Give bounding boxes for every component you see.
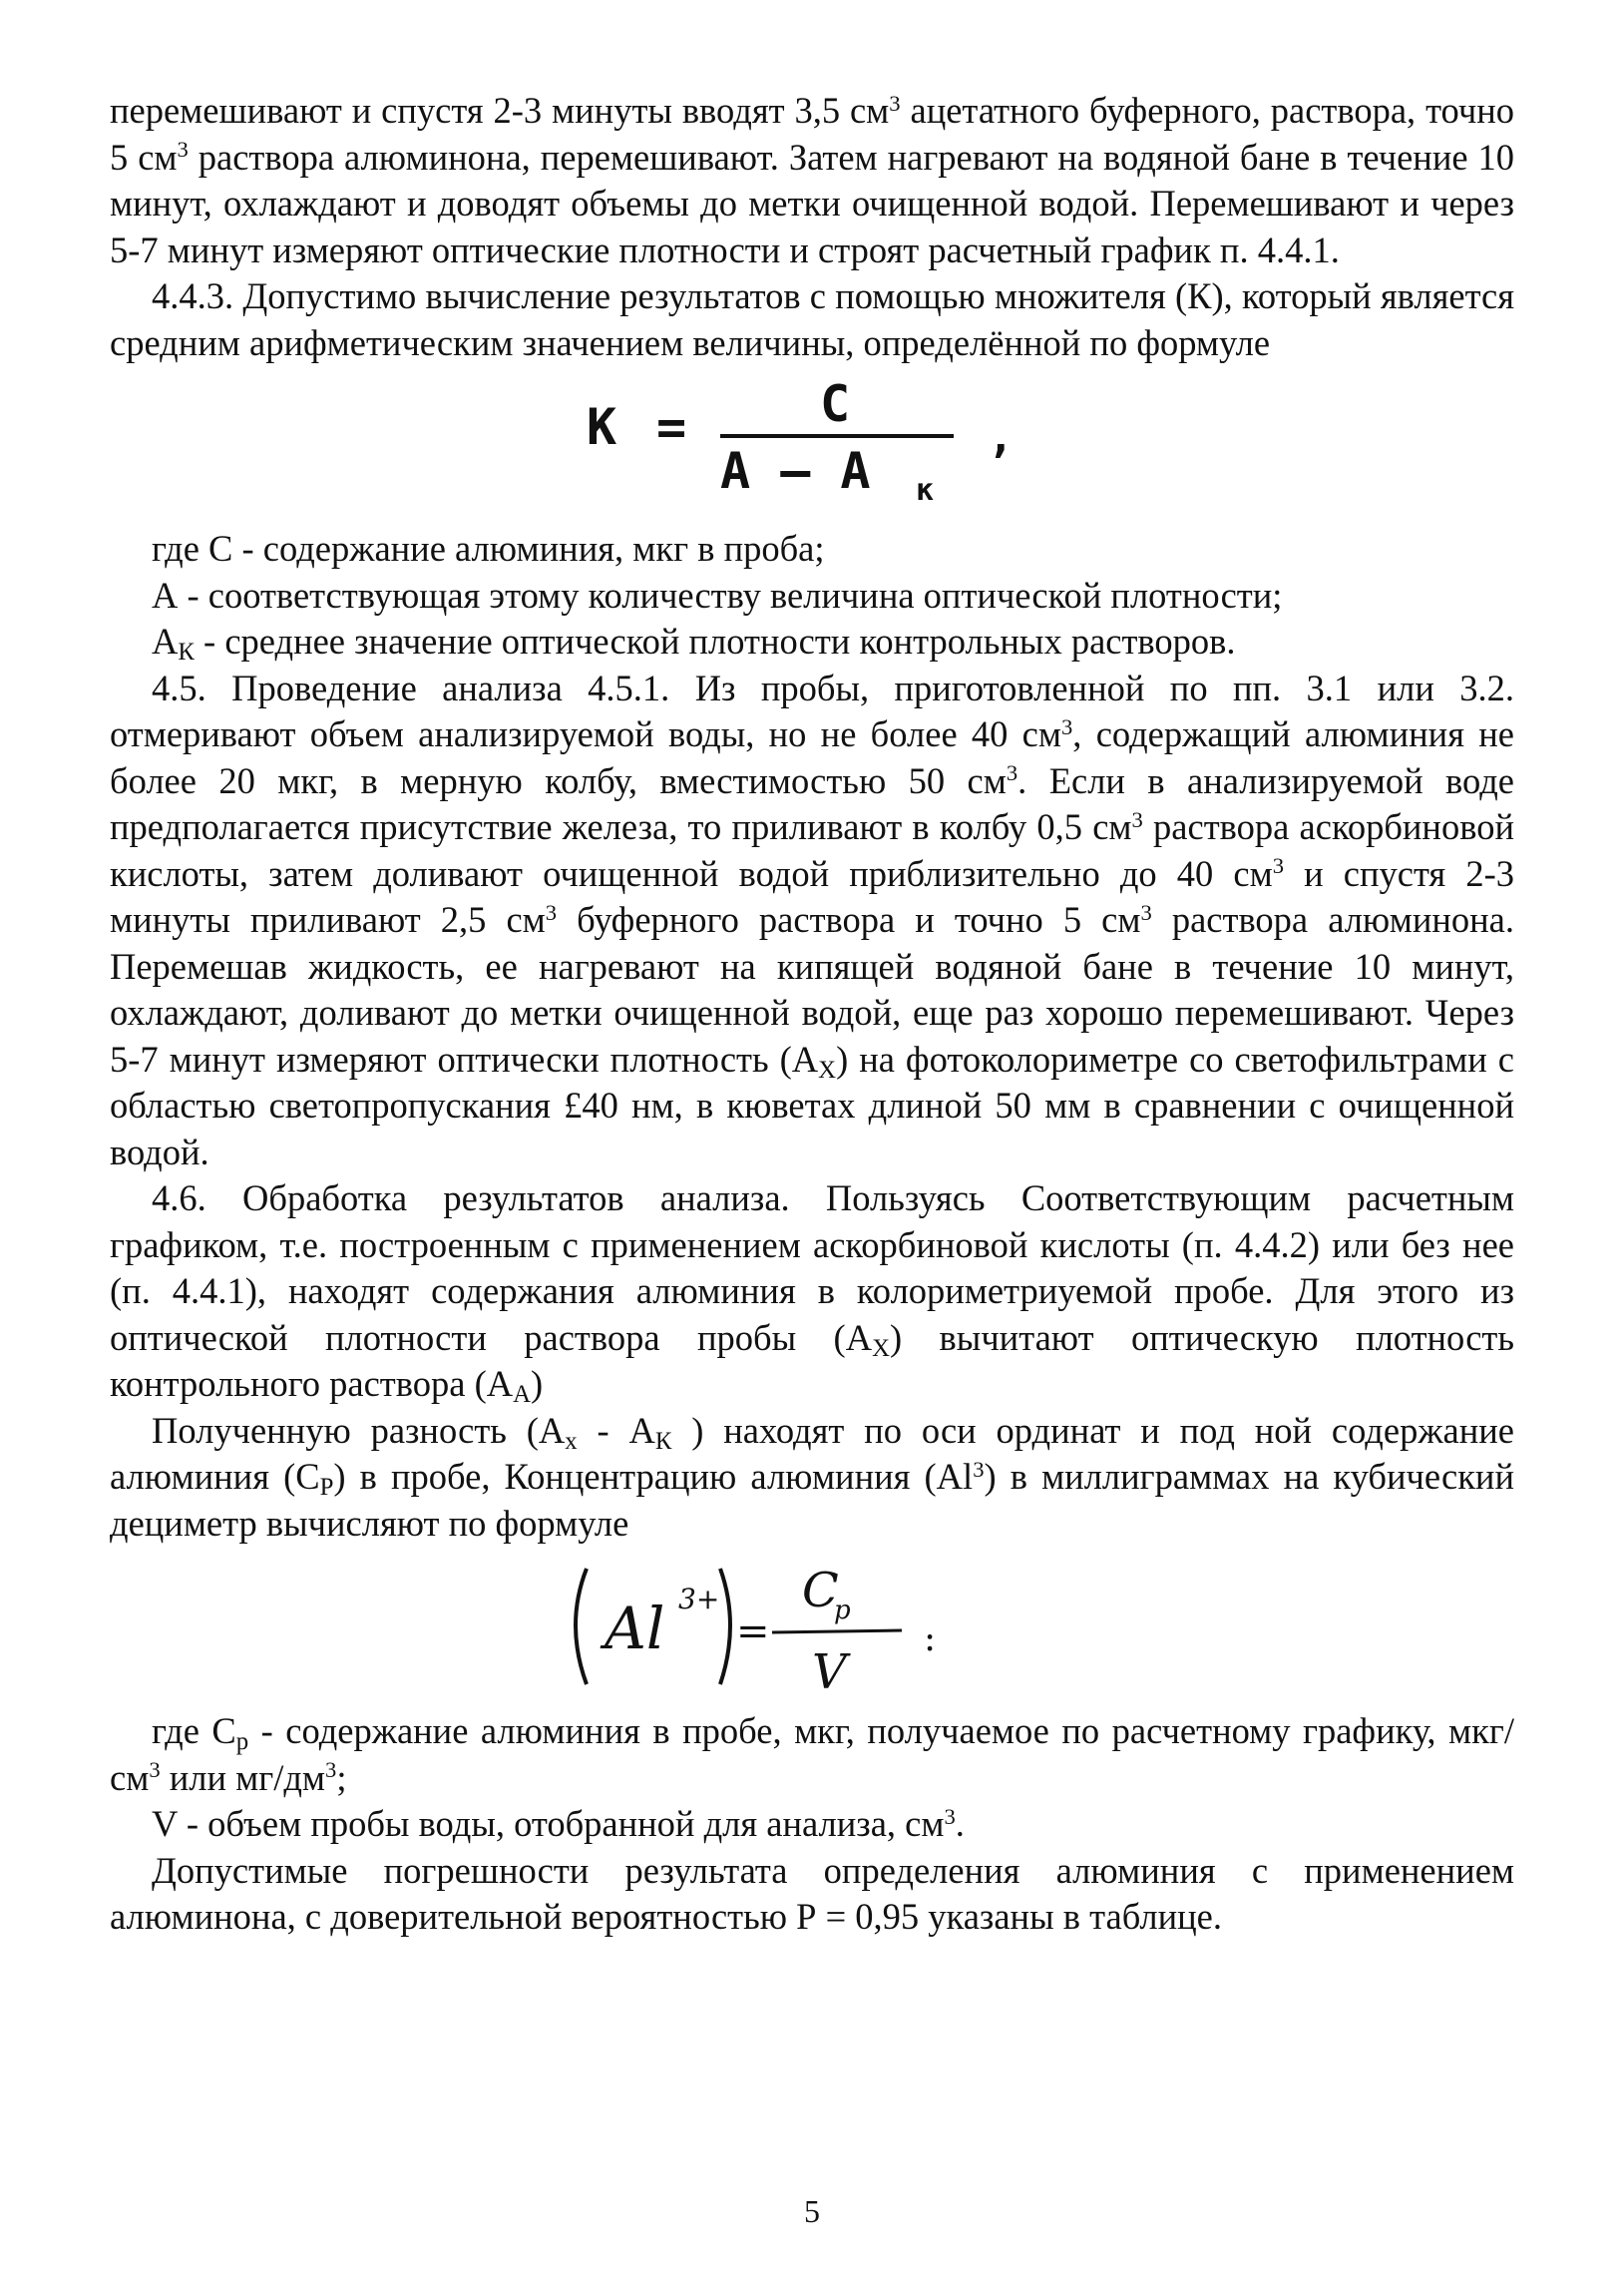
- formula-k-equals: =: [656, 398, 687, 456]
- formula-al-colon: :: [924, 1618, 937, 1659]
- page-number: 5: [804, 2193, 820, 2229]
- formula-al-numerator: С: [802, 1563, 839, 1618]
- definition-cp: где $С_р$ - содержание алюминия в пробе, мкг, получаемое по расчетному графику, мкг/$см^3$ или $мг/дм^3$;: [110, 1710, 1514, 1798]
- formula-al: [110, 1547, 1514, 1708]
- document-page: [110, 88, 1514, 1941]
- formula-al-graphic: [110, 1547, 1514, 1708]
- definition-a: А - соответствующая этому количеству величина оптической плотности;: [152, 574, 1283, 616]
- formula-al-lhs: Al: [605, 1595, 665, 1662]
- definition-v: V - объем пробы воды, отобранной для анализа, $см^3$.: [152, 1803, 965, 1844]
- formula-al-equals: =: [736, 1608, 770, 1654]
- formula-al-denominator: V: [812, 1644, 847, 1700]
- formula-al-left-paren: [576, 1569, 587, 1684]
- definition-c: где С - содержание алюминия, мкг в проба;: [152, 528, 825, 569]
- formula-k-numerator: С: [820, 375, 851, 433]
- formula-al-superscript: 3+: [678, 1583, 720, 1615]
- formula-k-denominator-subscript: к: [916, 473, 935, 508]
- paragraph-4-4-3: 4.4.3. Допустимо вычисление результатов с помощью множителя (К), который является средним арифметическим значением величины, определённой по формуле: [110, 275, 1514, 363]
- formula-al-fraction-bar: [772, 1630, 902, 1632]
- paragraph-tolerances: Допустимые погрешности результата определения алюминия с применением алюминона, с доверительной вероятностью Р = 0,95 указаны в таблице.: [110, 1849, 1514, 1937]
- formula-k-denominator: А – А: [720, 442, 871, 500]
- paragraph-4-6: 4.6. Обработка результатов анализа. Пользуясь Соответствующим расчетным графиком, т.е. построенным с применением аскорбиновой кислоты (п. 4.4.2) или без нее (п. 4.4.1), находят содержания алюминия в колориметриуемой пробе. Для этого из оптической плотности раствора пробы $(А_Х)$ вычитают оптическую плотность контрольного раствора $(А_А)$: [110, 1177, 1515, 1409]
- paragraph-4-5: 4.5. Проведение анализа 4.5.1. Из пробы, приготовленной по пп. 3.1 или 3.2. отмеривают объем анализируемой воды, но не более 40 $см^3$, содержащий алюминия не более 20 мкг, в мерную колбу, вместимостью 50 $см^3$. Если в анализируемой воде предполагается присутствие железа, то приливают в колбу 0,5 $см^3$ раствора аскорбиновой кислоты, затем доливают очищенной водой приблизительно до 40 $см^3$ и спустя 2-3 минуты приливают 2,5 $см^3$ буферного раствора и точно 5 $см^3$ раствора алюминона. Перемешав жидкость, ее нагревают на кипящей водяной бане в течение 10 минут, охлаждают, доливают до метки очищенной водой, еще раз хорошо перемешивают. Через 5-7 минут измеряют оптически плотность $(А_Х)$ на фотоколориметре со светофильтрами с областью светопропускания £40 нм, в кюветах длиной 50 мм в сравнении с очищенной водой.: [110, 667, 1514, 1172]
- formula-al-right-paren: [720, 1569, 730, 1684]
- definition-ak: $А_К$ - среднее значение оптической плотности контрольных растворов.: [152, 621, 1236, 667]
- paragraph-difference: Полученную разность ($А_х - А_К$ ) находят по оси ординат и под ной содержание алюминия $(С_Р)$ в пробе, Концентрацию алюминия (Al$^3$) в миллиграммах на кубический дециметр вычисляют по формуле: [110, 1409, 1514, 1544]
- formula-k-comma: ,: [988, 412, 1015, 463]
- paragraph-continuation: перемешивают и спустя 2-3 минуты вводят 3,5 $см^3$ ацетатного буферного, раствора, точно 5 $см^3$ раствора алюминона, перемешивают. Затем нагревают на водяной бане в течение 10 минут, охлаждают и доводят объемы до метки очищенной водой. Перемешивают и через 5-7 минут измеряют оптические плотности и строят расчетный график п. 4.4.1.: [110, 90, 1514, 270]
- formula-k-graphic: [110, 366, 1514, 526]
- formula-k: [110, 366, 1514, 526]
- formula-k-lhs: К: [587, 398, 617, 456]
- formula-al-numerator-subscript: р: [834, 1596, 851, 1625]
